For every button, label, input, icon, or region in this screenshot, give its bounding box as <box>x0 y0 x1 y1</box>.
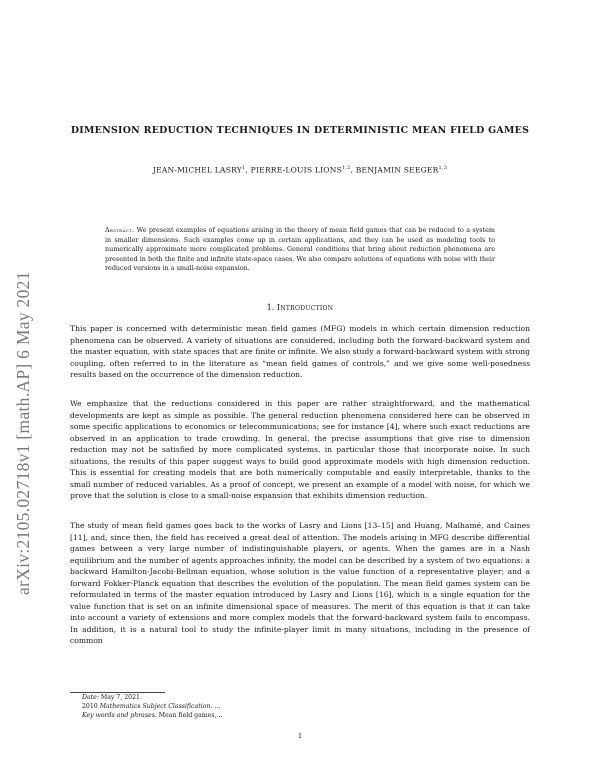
date-label: Date <box>82 694 97 701</box>
paragraph-2: We emphasize that the reductions considered in this paper are rather straightforward, and the mathematical developments are kept as simple as possible. The general reduction phenomena considered here can be observed in some specific applications to economics or telecommunications; see for instance [4], where such exact reductions are observed in an application to trade crowding. In general, the precise assumptions that give rise to dimension reduction may not be satisfied by more complicated systems, in particular those that incorporate noise. In such situations, the results of this paper suggest ways to build good approximate models with high dimension reduction. This is essential for creating models that are both numerically computable and easily interpretable, thanks to the small number of reduced variables. As a proof of concept, we present an example of a model with noise, for which we prove that the solution is close to a small-noise expansion that exhibits dimension reduction. <box>70 399 530 500</box>
paragraph-3: The study of mean field games goes back to the works of Lasry and Lions [13–15] and Huang, Malhamé, and Caines [11], and, since then, the field has received a great deal of attention. The models arising in MFG describe differential games between a very large number of indistinguishable players, or agents. When the games are in a Nash equilibrium and the number of agents approaches infinity, the model can be described by a system of two equations: a backward Hamilton-Jacobi-Bellman equation, whose solution is the value function of a representative player; and a forward Fokker-Planck equation that describes the evolution of the population. The mean field games system can be reformulated in terms of the master equation introduced by Lasry and Lions [16], which is a single equation for the value function that is set on an infinite dimensional space of measures. The merit of this equation is that it can take into account a variety of extensions and more complex models that the forward-backward system fails to encompass. In addition, it is a natural tool to study the infinite-player limit in many situations, including in the presence of common <box>70 521 530 645</box>
abstract-label: Abstract. <box>105 226 135 234</box>
keywords-value: . Mean field games,... <box>154 712 223 719</box>
date-value: : May 7, 2021. <box>96 694 142 701</box>
author-2: PIERRE-LOUIS LIONS <box>250 165 342 175</box>
arxiv-stamp-text: arXiv:2105.02718v1 [math.AP] 6 May 2021 <box>13 271 33 595</box>
section-number: 1. <box>266 303 275 312</box>
author-3: BENJAMIN SEEGER <box>355 165 439 175</box>
footnote-msc <box>82 703 522 712</box>
abstract <box>105 226 495 274</box>
footnote-keywords <box>82 712 522 721</box>
author-2-affiliation: 1,2 <box>341 165 351 171</box>
author-3-affiliation: 1,3 <box>438 165 448 171</box>
arxiv-stamp <box>2 180 36 600</box>
paper-title: DIMENSION REDUCTION TECHNIQUES IN DETERMINISTIC MEAN FIELD GAMES <box>70 125 530 136</box>
footnote-rule <box>70 692 165 693</box>
msc-value: . ... <box>210 703 221 710</box>
paragraph-1: This paper is concerned with deterministic mean field games (MFG) models in which certain dimension reduction phenomena can be observed. A variety of situations are considered, including both the forward-backward system and the master equation, with state spaces that are finite or infinite. We also study a forward-backward system with strong coupling, often referred to in the literature as “mean field games of controls,” and we give some well-posedness results based on the occurrence of the dimension reduction. <box>70 324 530 379</box>
msc-year: 2010 <box>82 703 100 710</box>
abstract-text: We present examples of equations arising in the theory of mean field games that can be reduced to a system in smaller dimensions. Such examples come up in certain applications, and they can be used as modeling tools to numerically approximate more complicated problems. General conditions that bring about reduction phenomena are presented in both the finite and infinite state-space cases. We also compare solutions of equations with noise with their reduced versions in a small-noise expansion. <box>105 226 495 273</box>
author-1: JEAN-MICHEL LASRY <box>152 165 243 175</box>
page-number: 1 <box>297 732 303 740</box>
footnote-date <box>82 694 522 703</box>
section-title: Introduction <box>276 303 334 312</box>
msc-label: Mathematics Subject Classification <box>99 703 211 710</box>
keywords-label: Key words and phrases <box>82 712 155 719</box>
author-list: JEAN-MICHEL LASRY$^1$, PIERRE-LOUIS LIONS$^{1,2}$, BENJAMIN SEEGER$^{1,3}$ <box>152 165 448 175</box>
section-heading <box>70 303 530 312</box>
author-1-affiliation: 1 <box>242 165 246 171</box>
